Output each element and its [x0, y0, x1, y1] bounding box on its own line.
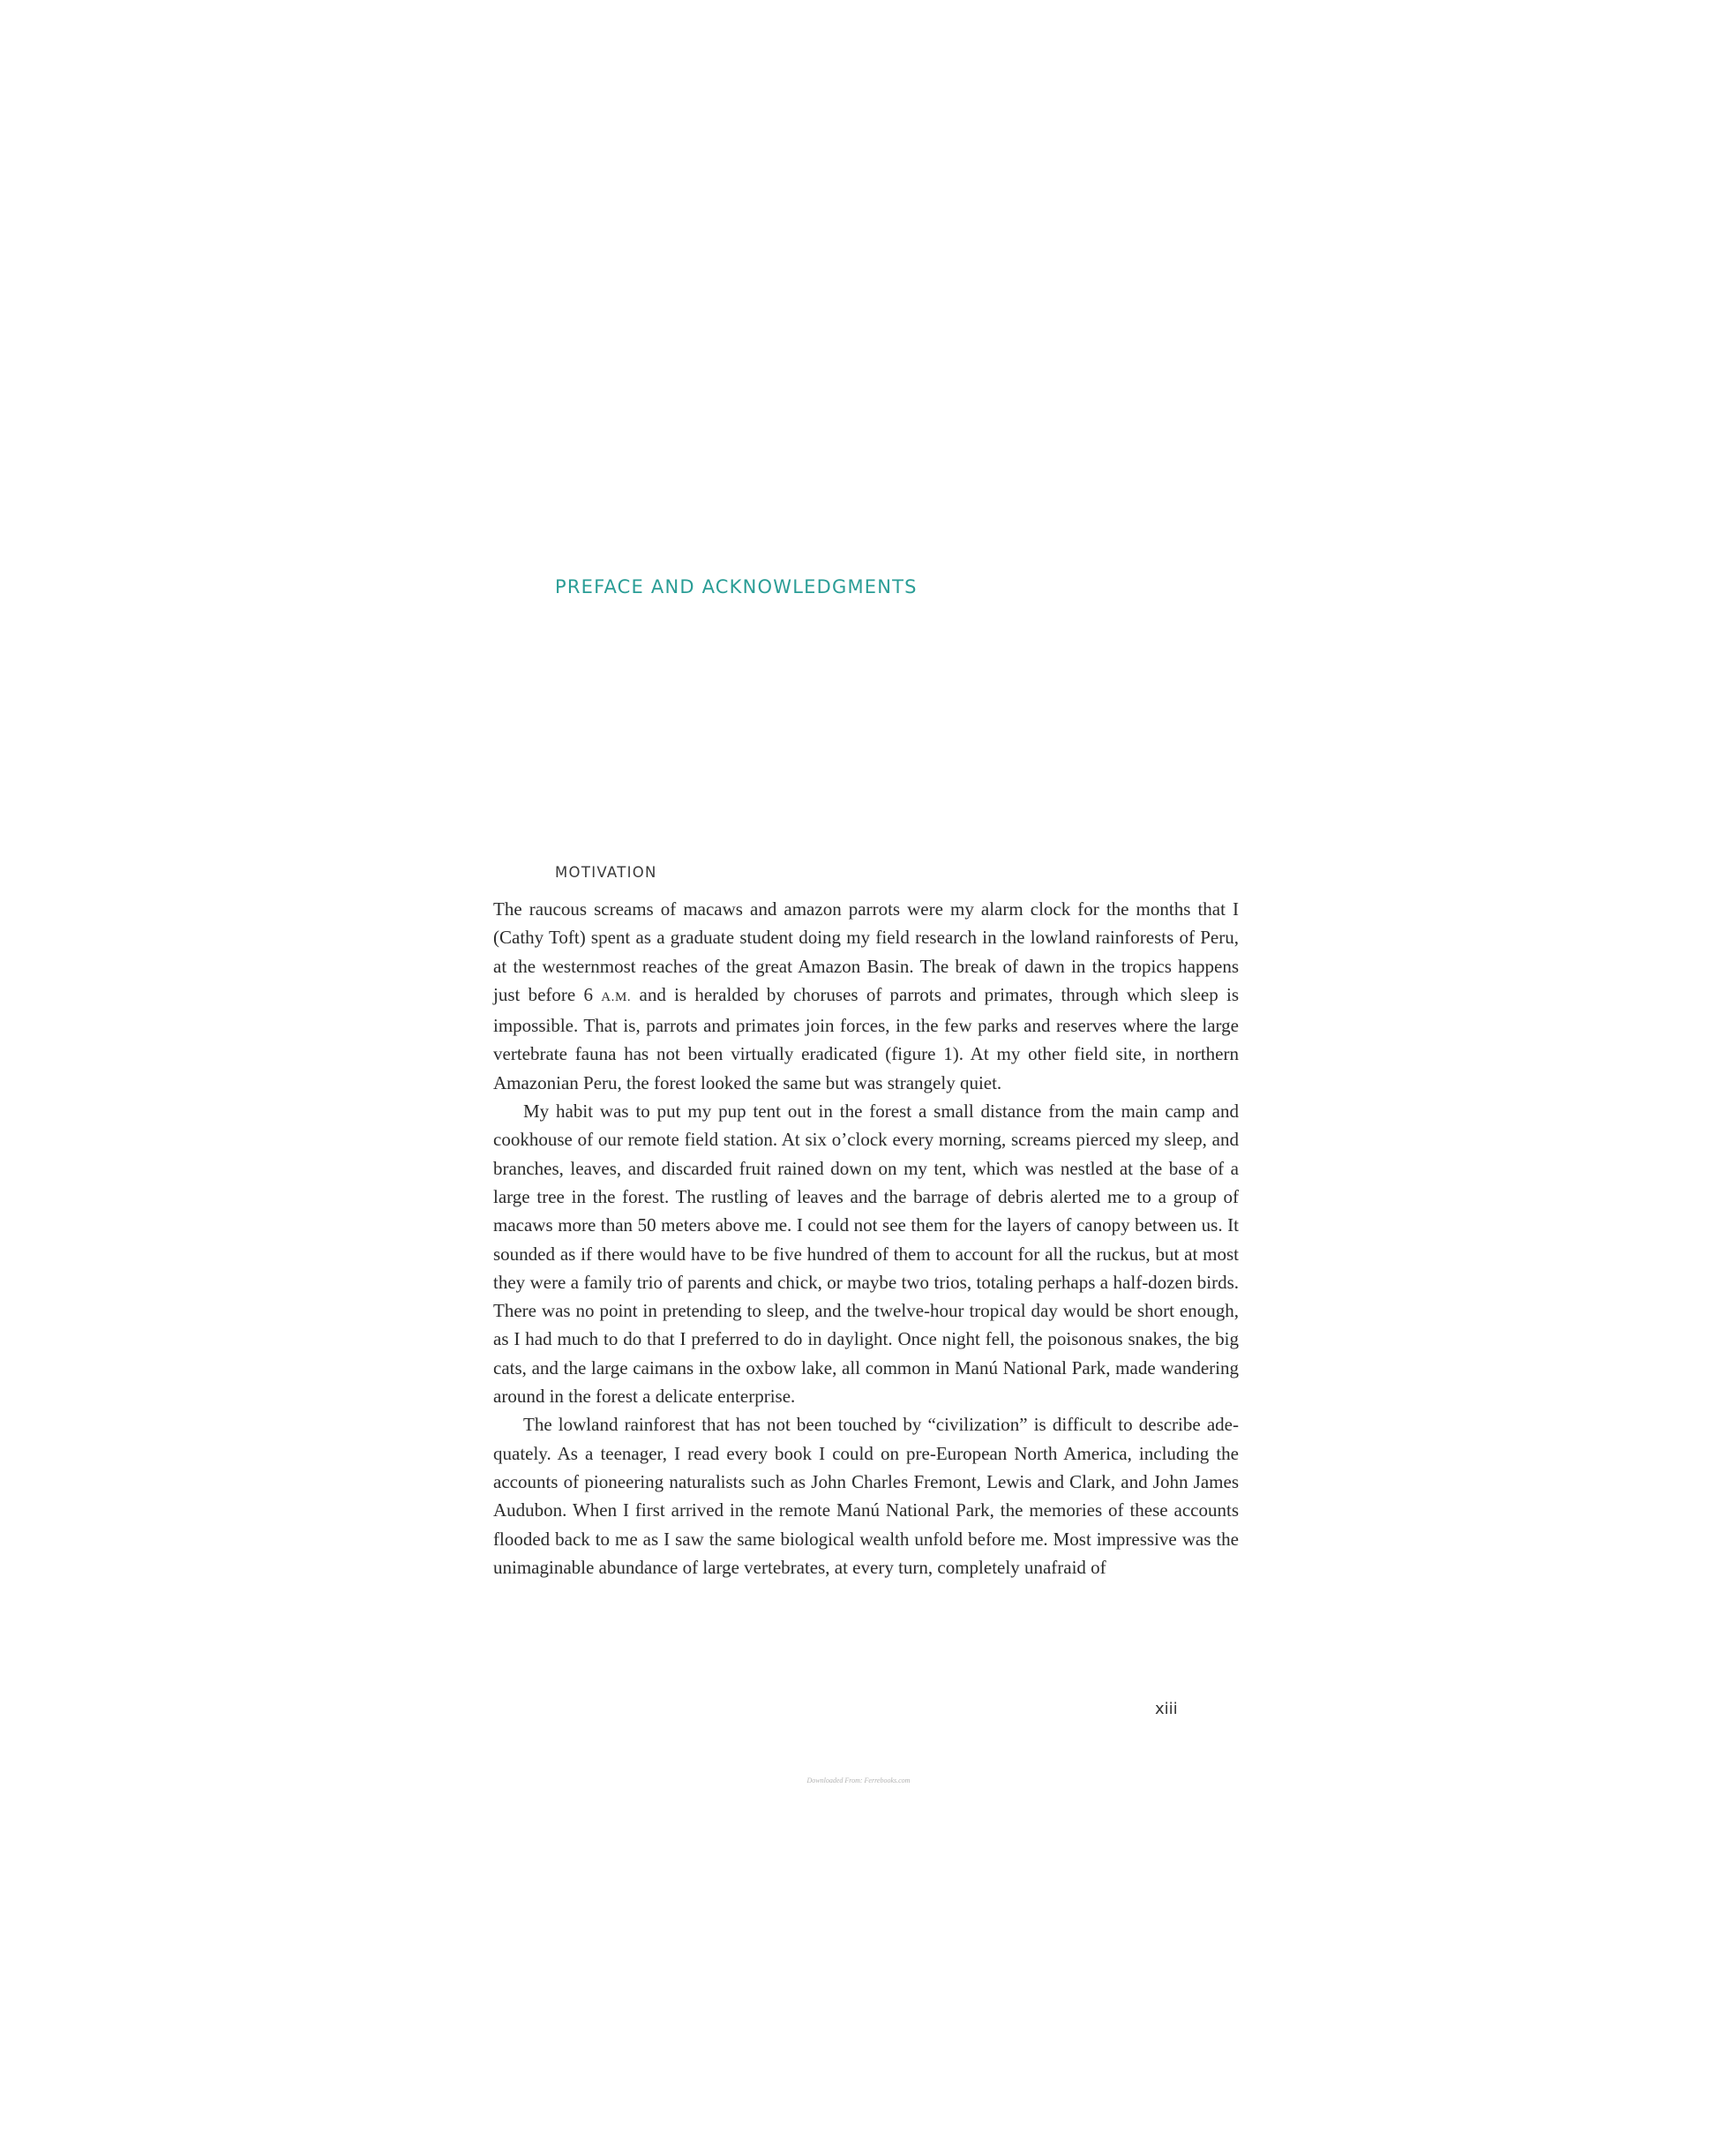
- paragraph-3: The lowland rainforest that has not been touched by “civilization” is difficult to describe adequately. As a teenager, I read every book I could on pre-European North America, including the accounts of pioneering naturalists such as John Charles Fremont, Lewis and Clark, and John James Audubon. When I first arrived in the remote Manú National Park, the memories of these accounts flooded back to me as I saw the same biological wealth unfold before me. Most impressive was the unimaginable abundance of large vertebrates, at every turn, completely unafraid of: [493, 1414, 1239, 1578]
- chapter-title: PREFACE AND ACKNOWLEDGMENTS: [555, 576, 918, 597]
- download-watermark: Downloaded From: Ferrebooks.com: [806, 1777, 911, 1784]
- time-abbreviation: A.M.: [601, 989, 632, 1004]
- paragraph-1-part-a: The raucous screams of macaws and amazon parrots were my alarm clock for the months that I (Cathy Toft) spent as a graduate student doing my field research in the lowland rainforests of Peru, at the westernmost reaches of the great Amazon Basin. The break of dawn in the tropics happens just before 6: [493, 898, 1239, 1005]
- section-heading: MOTIVATION: [555, 864, 657, 881]
- paragraph-2: My habit was to put my pup tent out in the forest a small distance from the main camp and cookhouse of our remote field station. At six o’clock every morning, screams pierced my sleep, and branches, leaves, and discarded fruit rained down on my tent, which was nestled at the base of a large tree in the forest. The rustling of leaves and the barrage of debris alerted me to a group of macaws more than 50 meters above me. I could not see them for the layers of canopy between us. It sounded as if there would have to be five hundred of them to account for all the ruckus, but at most they were a family trio of parents and chick, or maybe two trios, totaling perhaps a half-dozen birds. There was no point in pretending to sleep, and the twelve-hour tropical day would be short enough, as I had much to do that I preferred to do in daylight. Once night fell, the poisonous snakes, the big cats, and the large caimans in the oxbow lake, all common in Manú National Park, made wandering around in the forest a delicate enterprise.: [493, 1101, 1239, 1408]
- body-text: [493, 895, 1239, 1581]
- paragraph-1-part-b: and is heralded by choruses of parrots and primates, through which sleep is impossible. That is, parrots and primates join forces, in the few parks and reserves where the large vertebrate fauna has not been virtually eradicated (figure 1). At my other field site, in northern Amazonian Peru, the forest looked the same but was strangely quiet.: [493, 983, 1239, 1093]
- paragraph-1: [493, 895, 1239, 1097]
- page-number: xiii: [1155, 1700, 1178, 1718]
